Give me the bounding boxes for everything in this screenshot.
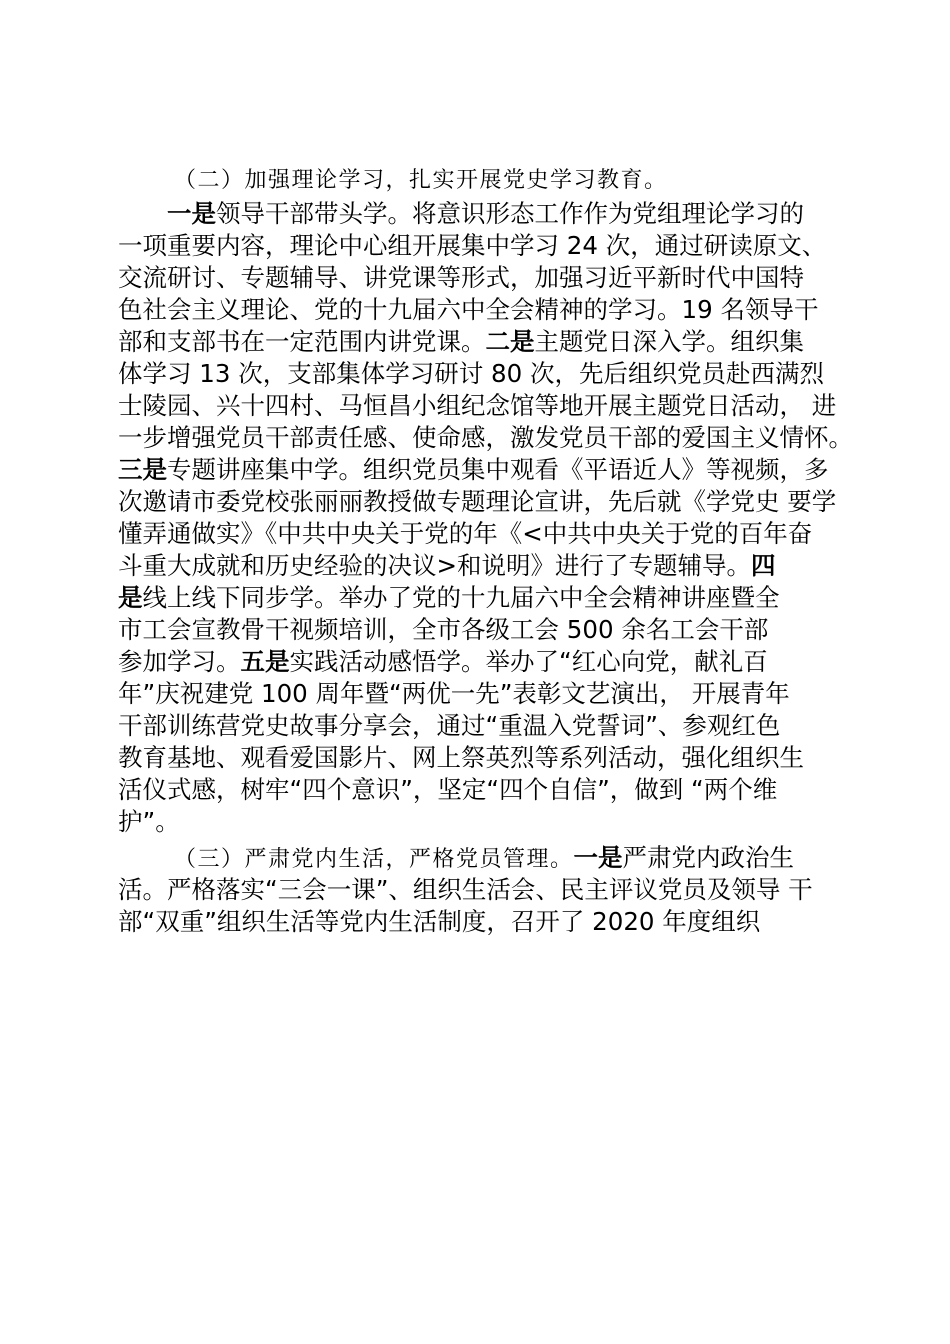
line-text: 年”庆祝建党 100 周年暨“两优一先”表彰文艺演出， 开展青年: [118, 679, 790, 708]
bold-marker: 三是: [118, 455, 167, 484]
line-text: 斗重大成就和历史经验的决议>和说明》进行了专题辅导。: [118, 551, 752, 580]
line-text: 领导干部带头学。将意识形态工作作为党组理论学习的: [216, 199, 804, 228]
bold-marker: 一是: [573, 843, 623, 872]
paragraph-line: [118, 454, 829, 486]
paragraph-line: [118, 486, 836, 518]
paragraph-line: [118, 230, 826, 262]
heading-text: （三）严肃党内生活，严格党员管理。: [174, 847, 574, 872]
paragraph-line: [118, 614, 768, 646]
line-text: 参加学习。: [118, 647, 241, 676]
paragraph-line: [118, 678, 790, 710]
line-text: 实践活动感悟学。举办了“红心向党，献礼百: [289, 647, 768, 676]
paragraph-line: [118, 550, 776, 582]
paragraph-line: [118, 390, 836, 422]
line-text: 色社会主义理论、党的十九届六中全会精神的学习。19 名领导干: [118, 295, 819, 324]
paragraph-line: [118, 518, 812, 550]
line-text: 严肃党内政治生: [622, 843, 795, 872]
line-text: 交流研讨、专题辅导、讲党课等形式，加强习近平新时代中国特: [118, 263, 804, 292]
paragraph-line: [167, 198, 804, 230]
paragraph-line: [118, 710, 780, 742]
bold-marker: 四: [751, 551, 776, 580]
line-text: 部“双重”组织生活等党内生活制度，召开了 2020 年度组织: [118, 907, 761, 936]
line-text: 体学习 13 次，支部集体学习研讨 80 次，先后组织党员赴西满烈: [118, 359, 824, 388]
bold-marker: 五是: [240, 647, 290, 676]
paragraph-line: [118, 906, 760, 938]
line-text: 次邀请市委党校张丽丽教授做专题理论宣讲，先后就《学党史 要学: [118, 487, 837, 516]
paragraph-line: [118, 874, 813, 906]
paragraph-line: [118, 774, 777, 806]
line-text: 市工会宣教骨干视频培训，全市各级工会 500 余名工会干部: [118, 615, 769, 644]
paragraph-line: [118, 262, 804, 294]
line-text: 一步增强党员干部责任感、使命感，激发党员干部的爱国主义情怀。: [118, 423, 853, 452]
line-text: 教育基地、观看爱国影片、网上祭英烈等系列活动，强化组织生: [118, 743, 804, 772]
line-text: 专题讲座集中学。组织党员集中观看《平语近人》等视频，多: [167, 455, 829, 484]
bold-marker: 一是: [167, 199, 216, 228]
line-text: 士陵园、兴十四村、马恒昌小组纪念馆等地开展主题党日活动， 进: [118, 391, 837, 420]
paragraph-line: [118, 422, 853, 454]
line-text: 一项重要内容，理论中心组开展集中学习 24 次，通过研读原文、: [118, 231, 827, 260]
line-text: 部和支部书在一定范围内讲党课。: [118, 327, 486, 356]
line-text: 活仪式感，树牢“四个意识”，坚定“四个自信”，做到 “两个维: [118, 775, 778, 804]
line-text: 护”。: [118, 807, 180, 836]
line-text: 活。严格落实“三会一课”、组织生活会、民主评议党员及领导 干: [118, 875, 813, 904]
paragraph-line: [118, 294, 818, 326]
paragraph-line: [118, 742, 804, 774]
paragraph-line: [118, 326, 804, 358]
section-heading-three: [174, 842, 794, 876]
bold-marker: 是: [118, 583, 143, 612]
paragraph-line: [118, 646, 768, 678]
line-text: 线上线下同步学。举办了党的十九届六中全会精神讲座暨全: [142, 583, 780, 612]
heading-text: （二）加强理论学习，扎实开展党史学习教育。: [174, 168, 668, 193]
paragraph-line: [118, 582, 780, 614]
paragraph-line: [118, 806, 180, 838]
line-text: 主题党日深入学。组织集: [534, 327, 804, 356]
paragraph-line: [118, 358, 824, 390]
line-text: 干部训练营党史故事分享会，通过“重温入党誓词”、参观红色: [118, 711, 781, 740]
section-heading-two: [174, 163, 668, 197]
line-text: 懂弄通做实》《中共中央关于党的年《<中共中央关于党的百年奋: [118, 519, 813, 548]
bold-marker: 二是: [485, 327, 535, 356]
